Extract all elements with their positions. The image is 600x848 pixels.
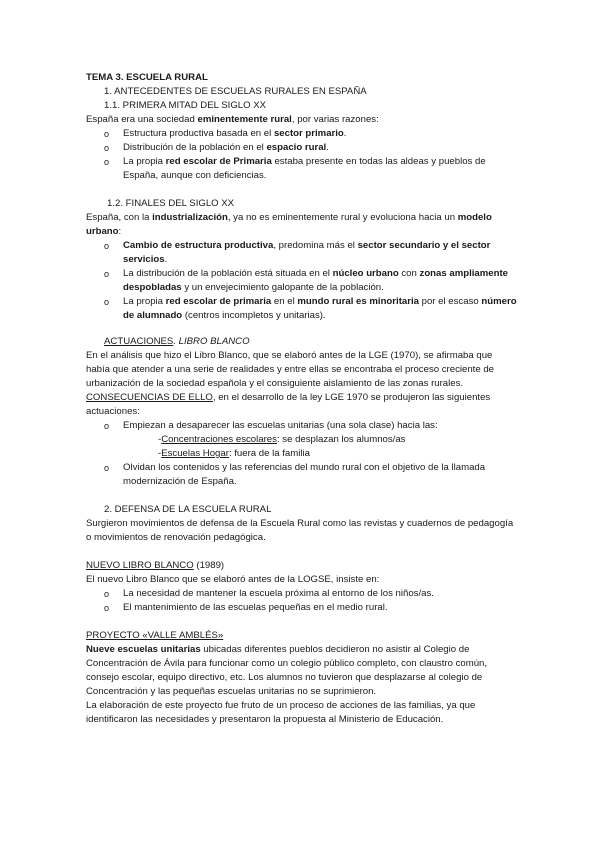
section-1-1-intro: España era una sociedad eminentemente rural, por varias razones: — [86, 114, 379, 125]
section-1-2-heading: 1.2. FINALES DEL SIGLO XX — [107, 198, 235, 209]
section-1-2-intro: España, con la industrialización, ya no es eminentemente rural y evoluciona hacia un modelo urbano: — [86, 212, 492, 237]
proyecto-paragraph-2: La elaboración de este proyecto fue fruto de un proceso de acciones de las familias, ya que identificaron las necesidades y presentaron la propuesta al Ministerio de Educación. — [86, 700, 476, 725]
document-title: TEMA 3. ESCUELA RURAL — [86, 72, 208, 83]
list-item: o Distribución de la población en el espacio rural. — [86, 141, 518, 155]
section-2-heading: 2. DEFENSA DE LA ESCUELA RURAL — [104, 504, 272, 515]
proyecto-heading: PROYECTO «VALLE AMBLÉS» — [86, 630, 224, 641]
list-item: o La propia red escolar de primaria en el mundo rural es minoritaria por el escaso número de alumnado (centros incompletos y unitarias). — [86, 295, 518, 323]
actuaciones-heading: ACTUACIONES. LIBRO BLANCO — [104, 336, 250, 347]
nuevo-libro-blanco-heading: NUEVO LIBRO BLANCO (1989) — [86, 560, 225, 571]
section-1-heading: 1. ANTECEDENTES DE ESCUELAS RURALES EN ESPAÑA — [104, 86, 367, 97]
section-1-1-heading: 1.1. PRIMERA MITAD DEL SIGLO XX — [104, 100, 267, 111]
list-item: o Olvidan los contenidos y las referencias del mundo rural con el objetivo de la llamada modernización de España. — [86, 461, 518, 489]
nuevo-libro-blanco-list — [86, 587, 518, 615]
sub-item-escuelas-hogar: -Escuelas Hogar: fuera de la familia — [158, 448, 310, 459]
document-body — [86, 71, 518, 727]
section-1-1-list — [86, 127, 518, 183]
actuaciones-paragraph: En el análisis que hizo el Libro Blanco, que se elaboró antes de la LGE (1970), se afirmaba que había que atender a una serie de realidades y entre ellas se encontraba el proceso creciente de urbanización de la sociedad española y el consiguiente aislamiento de las zonas rurales. — [86, 350, 495, 389]
proyecto-paragraph-1: Nueve escuelas unitarias ubicadas diferentes pueblos decidieron no asistir al Colegio de Concentración de Ávila para funcionar como un colegio público completo, con claustro común, consejo escolar, equipo directivo, etc. Los alumnos no tuvieron que desplazarse al colegio de Concentración y las pequeñas escuelas unitarias no se suprimieron. — [86, 644, 488, 697]
list-item: o Empiezan a desaparecer las escuelas unitarias (una sola clase) hacia las: — [86, 419, 518, 433]
list-item: o Estructura productiva basada en el sector primario. — [86, 127, 518, 141]
section-2-paragraph: Surgieron movimientos de defensa de la Escuela Rural como las revistas y cuadernos de pedagogía o movimientos de renovación pedagógica. — [86, 518, 514, 543]
sub-item-concentraciones: -Concentraciones escolares: se desplazan los alumnos/as — [158, 434, 406, 445]
nuevo-libro-blanco-intro: El nuevo Libro Blanco que se elaboró antes de la LOGSE, insiste en: — [86, 574, 380, 585]
list-item: o La distribución de la población está situada en el núcleo urbano con zonas ampliamente despobladas y un envejecimiento galopante de la población. — [86, 267, 518, 295]
list-item: o La necesidad de mantener la escuela próxima al entorno de los niños/as. — [86, 587, 518, 601]
consecuencias-paragraph: CONSECUENCIAS DE ELLO, en el desarrollo de la ley LGE 1970 se produjeron las siguientes actuaciones: — [86, 392, 491, 417]
section-1-2-list — [86, 239, 518, 323]
list-item: o Cambio de estructura productiva, predomina más el sector secundario y el sector servicios. — [86, 239, 518, 267]
list-item: o El mantenimiento de las escuelas pequeñas en el medio rural. — [86, 601, 518, 615]
list-item: o La propia red escolar de Primaria estaba presente en todas las aldeas y pueblos de España, aunque con deficiencias. — [86, 155, 518, 183]
actuaciones-list — [86, 419, 518, 433]
actuaciones-list-2 — [86, 461, 518, 489]
